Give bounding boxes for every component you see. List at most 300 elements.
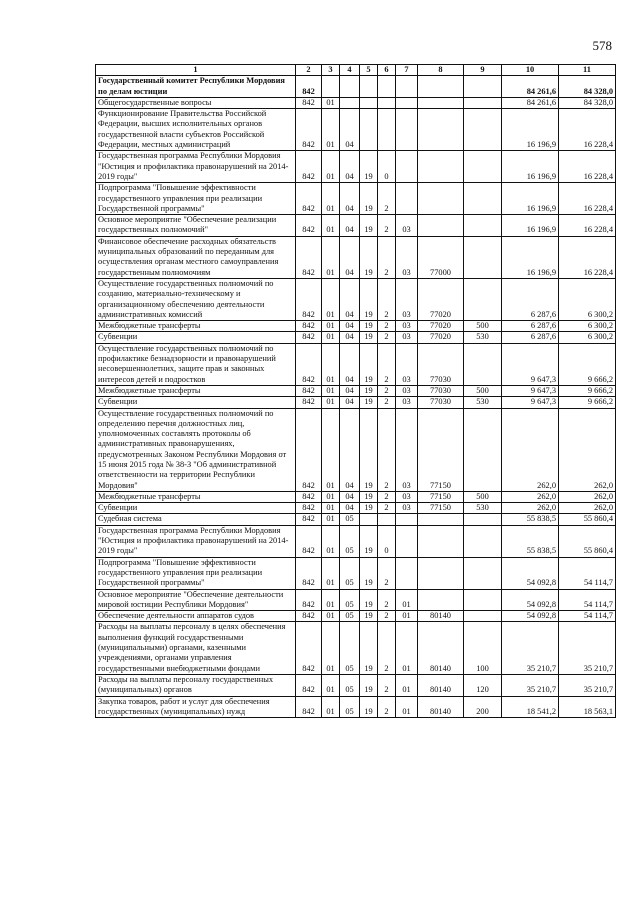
cell-direction: 77150 [418,408,464,491]
table-row [96,321,616,332]
cell-expense-type [464,557,502,589]
budget-table [95,64,616,718]
column-header: 8 [418,65,464,76]
cell-expense-type: 100 [464,622,502,674]
cell-subprogram: 2 [378,397,396,408]
cell-ministry: 842 [296,109,322,151]
cell-expense-type [464,343,502,385]
cell-subsection: 04 [340,408,360,491]
column-header: 3 [322,65,340,76]
cell-ministry: 842 [296,503,322,514]
header-row [96,65,616,76]
cell-amount-year-1: 55 838,5 [502,525,559,557]
cell-subsection: 04 [340,397,360,408]
row-description: Судебная система [96,514,296,525]
cell-activity: 01 [396,622,418,674]
cell-program [360,514,378,525]
cell-subprogram: 2 [378,408,396,491]
cell-section: 01 [322,589,340,611]
cell-amount-year-1: 16 196,9 [502,109,559,151]
cell-direction: 77000 [418,236,464,278]
cell-direction: 77020 [418,278,464,320]
cell-expense-type: 200 [464,696,502,718]
row-description: Государственная программа Республики Мордовия "Юстиция и профилактика правонарушений на 2014-2019 годы" [96,151,296,183]
row-description: Осуществление государственных полномочий по определению перечня должностных лиц, уполномоченных составлять протоколы об административных правонарушениях, предусмотренных Законом Республики Мордовия от 15 июня 2015 года № 38-З "Об административной ответственности на территории Республики Мордовия" [96,408,296,491]
cell-amount-year-1: 16 196,9 [502,183,559,215]
cell-ministry: 842 [296,151,322,183]
column-header: 7 [396,65,418,76]
cell-activity: 03 [396,321,418,332]
cell-activity: 01 [396,674,418,696]
cell-expense-type [464,97,502,108]
cell-expense-type: 530 [464,397,502,408]
cell-subprogram: 2 [378,589,396,611]
cell-subsection: 04 [340,503,360,514]
cell-amount-year-2: 16 228,4 [559,151,616,183]
cell-subprogram: 2 [378,385,396,396]
column-header: 6 [378,65,396,76]
cell-amount-year-1: 16 196,9 [502,151,559,183]
row-description: Общегосударственные вопросы [96,97,296,108]
table-row [96,278,616,320]
cell-activity: 01 [396,611,418,622]
cell-subsection: 05 [340,611,360,622]
cell-program: 19 [360,215,378,237]
cell-ministry: 842 [296,332,322,343]
cell-amount-year-1: 16 196,9 [502,236,559,278]
cell-subsection: 04 [340,278,360,320]
page-number: 578 [592,38,612,53]
cell-amount-year-2: 16 228,4 [559,215,616,237]
cell-subsection: 04 [340,236,360,278]
cell-amount-year-2: 9 666,2 [559,385,616,396]
cell-program: 19 [360,491,378,502]
cell-program: 19 [360,696,378,718]
row-description: Межбюджетные трансферты [96,321,296,332]
cell-subsection: 05 [340,514,360,525]
cell-amount-year-2: 18 563,1 [559,696,616,718]
cell-ministry: 842 [296,76,322,98]
cell-expense-type: 530 [464,503,502,514]
cell-program: 19 [360,674,378,696]
cell-ministry: 842 [296,611,322,622]
row-description: Расходы на выплаты персоналу государственных (муниципальных) органов [96,674,296,696]
cell-program: 19 [360,589,378,611]
cell-direction: 80140 [418,696,464,718]
cell-subprogram: 0 [378,151,396,183]
table-row [96,385,616,396]
cell-amount-year-1: 6 287,6 [502,278,559,320]
cell-expense-type [464,589,502,611]
cell-section: 01 [322,491,340,502]
cell-activity: 03 [396,491,418,502]
table-row [96,183,616,215]
cell-section: 01 [322,343,340,385]
cell-amount-year-1: 54 092,8 [502,557,559,589]
table-row [96,343,616,385]
table-row [96,236,616,278]
cell-amount-year-1: 35 210,7 [502,622,559,674]
column-header: 9 [464,65,502,76]
cell-amount-year-2: 16 228,4 [559,109,616,151]
cell-ministry: 842 [296,343,322,385]
cell-amount-year-1: 18 541,2 [502,696,559,718]
row-description: Основное мероприятие "Обеспечение реализации государственных полномочий" [96,215,296,237]
row-description: Финансовое обеспечение расходных обязательств муниципальных образований по переданным для осуществления органам местного самоуправления государственным полномочиям [96,236,296,278]
cell-activity [396,151,418,183]
cell-program: 19 [360,321,378,332]
cell-direction [418,215,464,237]
cell-activity [396,557,418,589]
cell-subsection: 04 [340,321,360,332]
cell-amount-year-2: 84 328,0 [559,76,616,98]
table-row [96,76,616,98]
cell-program: 19 [360,278,378,320]
cell-ministry: 842 [296,674,322,696]
cell-subsection: 05 [340,589,360,611]
cell-expense-type: 120 [464,674,502,696]
cell-ministry: 842 [296,525,322,557]
cell-activity: 01 [396,696,418,718]
cell-section: 01 [322,97,340,108]
column-header: 11 [559,65,616,76]
cell-activity: 03 [396,503,418,514]
cell-section: 01 [322,408,340,491]
cell-expense-type [464,76,502,98]
cell-subsection: 05 [340,525,360,557]
cell-expense-type: 500 [464,385,502,396]
cell-subsection: 05 [340,557,360,589]
cell-amount-year-2: 55 860,4 [559,525,616,557]
cell-subsection: 05 [340,622,360,674]
cell-amount-year-2: 16 228,4 [559,183,616,215]
cell-amount-year-1: 262,0 [502,503,559,514]
cell-subsection: 04 [340,215,360,237]
row-description: Межбюджетные трансферты [96,491,296,502]
cell-expense-type [464,236,502,278]
cell-expense-type [464,215,502,237]
cell-subsection: 04 [340,332,360,343]
cell-amount-year-2: 262,0 [559,408,616,491]
cell-amount-year-2: 54 114,7 [559,589,616,611]
row-description: Государственная программа Республики Мордовия "Юстиция и профилактика правонарушений на 2014-2019 годы" [96,525,296,557]
cell-subprogram [378,514,396,525]
cell-program [360,109,378,151]
cell-activity [396,109,418,151]
cell-ministry: 842 [296,557,322,589]
row-description: Основное мероприятие "Обеспечение деятельности мировой юстиции Республики Мордовия" [96,589,296,611]
cell-amount-year-1: 16 196,9 [502,215,559,237]
cell-amount-year-2: 35 210,7 [559,622,616,674]
cell-subprogram [378,109,396,151]
table-row [96,622,616,674]
cell-amount-year-2: 16 228,4 [559,236,616,278]
cell-subprogram: 2 [378,696,396,718]
cell-amount-year-2: 262,0 [559,491,616,502]
cell-amount-year-1: 6 287,6 [502,321,559,332]
row-description: Осуществление государственных полномочий по созданию, материально-техническому и организационному обеспечению деятельности административных комиссий [96,278,296,320]
cell-subsection: 05 [340,674,360,696]
cell-section: 01 [322,622,340,674]
cell-activity [396,525,418,557]
cell-amount-year-2: 84 328,0 [559,97,616,108]
row-description: Подпрограмма "Повышение эффективности государственного управления при реализации Государственной программы" [96,557,296,589]
row-description: Расходы на выплаты персоналу в целях обеспечения выполнения функций государственными (муниципальными) органами, казенными учреждениями, органами управления государственными внебюджетными фондами [96,622,296,674]
cell-subprogram: 2 [378,183,396,215]
cell-ministry: 842 [296,183,322,215]
cell-subprogram: 2 [378,674,396,696]
cell-subprogram: 2 [378,236,396,278]
cell-program: 19 [360,343,378,385]
cell-program: 19 [360,385,378,396]
row-description: Субвенции [96,503,296,514]
cell-section: 01 [322,557,340,589]
cell-program: 19 [360,525,378,557]
table-row [96,696,616,718]
cell-subsection: 04 [340,385,360,396]
cell-direction: 77030 [418,397,464,408]
table-row [96,514,616,525]
cell-direction [418,97,464,108]
cell-amount-year-2: 262,0 [559,503,616,514]
cell-section: 01 [322,236,340,278]
cell-program: 19 [360,557,378,589]
cell-amount-year-2: 6 300,2 [559,332,616,343]
row-description: Функционирование Правительства Российской Федерации, высших исполнительных органов государственной власти субъектов Российской Федерации, местных администраций [96,109,296,151]
cell-activity [396,76,418,98]
table-row [96,491,616,502]
cell-subprogram: 0 [378,525,396,557]
cell-section: 01 [322,674,340,696]
cell-amount-year-1: 54 092,8 [502,589,559,611]
cell-expense-type [464,109,502,151]
row-description: Субвенции [96,332,296,343]
cell-direction [418,514,464,525]
cell-expense-type [464,514,502,525]
cell-subprogram: 2 [378,491,396,502]
cell-subsection: 04 [340,491,360,502]
table-row [96,589,616,611]
table-row [96,332,616,343]
cell-section [322,76,340,98]
cell-direction [418,557,464,589]
column-header: 4 [340,65,360,76]
cell-direction: 80140 [418,674,464,696]
cell-amount-year-2: 6 300,2 [559,321,616,332]
cell-ministry: 842 [296,397,322,408]
cell-subprogram: 2 [378,332,396,343]
cell-expense-type [464,408,502,491]
cell-section: 01 [322,514,340,525]
cell-direction: 77030 [418,343,464,385]
cell-direction: 77020 [418,332,464,343]
cell-subsection [340,97,360,108]
cell-amount-year-1: 6 287,6 [502,332,559,343]
table-row [96,557,616,589]
cell-activity: 03 [396,236,418,278]
cell-program: 19 [360,332,378,343]
cell-amount-year-2: 35 210,7 [559,674,616,696]
cell-amount-year-1: 262,0 [502,491,559,502]
cell-expense-type [464,183,502,215]
cell-direction [418,183,464,215]
cell-activity: 03 [396,397,418,408]
cell-subprogram: 2 [378,622,396,674]
table-row [96,674,616,696]
cell-section: 01 [322,385,340,396]
table-row [96,525,616,557]
cell-section: 01 [322,151,340,183]
cell-subprogram [378,97,396,108]
cell-section: 01 [322,183,340,215]
cell-expense-type: 500 [464,321,502,332]
cell-expense-type [464,611,502,622]
cell-direction: 77020 [418,321,464,332]
cell-amount-year-1: 54 092,8 [502,611,559,622]
cell-activity [396,183,418,215]
cell-amount-year-1: 9 647,3 [502,385,559,396]
cell-expense-type [464,151,502,183]
cell-program: 19 [360,183,378,215]
cell-ministry: 842 [296,696,322,718]
cell-program: 19 [360,151,378,183]
cell-direction [418,525,464,557]
cell-ministry: 842 [296,215,322,237]
cell-program: 19 [360,622,378,674]
cell-direction [418,76,464,98]
cell-amount-year-2: 6 300,2 [559,278,616,320]
row-description: Подпрограмма "Повышение эффективности государственного управления при реализации Государственной программы" [96,183,296,215]
cell-section: 01 [322,321,340,332]
cell-subsection: 04 [340,343,360,385]
cell-ministry: 842 [296,589,322,611]
row-description: Государственный комитет Республики Мордовия по делам юстиции [96,76,296,98]
cell-program [360,76,378,98]
cell-subsection [340,76,360,98]
cell-direction [418,151,464,183]
cell-direction: 80140 [418,611,464,622]
cell-section: 01 [322,332,340,343]
cell-program: 19 [360,408,378,491]
cell-ministry: 842 [296,408,322,491]
row-description: Обеспечение деятельности аппаратов судов [96,611,296,622]
cell-expense-type: 530 [464,332,502,343]
table-row [96,109,616,151]
cell-ministry: 842 [296,321,322,332]
cell-direction [418,109,464,151]
cell-direction: 77150 [418,491,464,502]
cell-section: 01 [322,696,340,718]
table-row [96,97,616,108]
table-row [96,397,616,408]
cell-amount-year-2: 54 114,7 [559,557,616,589]
cell-amount-year-1: 35 210,7 [502,674,559,696]
cell-subsection: 04 [340,183,360,215]
cell-amount-year-1: 84 261,6 [502,76,559,98]
column-header: 2 [296,65,322,76]
cell-subprogram: 2 [378,503,396,514]
row-description: Субвенции [96,397,296,408]
cell-program: 19 [360,503,378,514]
cell-amount-year-2: 54 114,7 [559,611,616,622]
cell-subprogram [378,76,396,98]
cell-amount-year-2: 9 666,2 [559,397,616,408]
cell-expense-type [464,525,502,557]
cell-section: 01 [322,611,340,622]
cell-subsection: 04 [340,151,360,183]
cell-program: 19 [360,611,378,622]
cell-direction: 77150 [418,503,464,514]
cell-ministry: 842 [296,236,322,278]
cell-subprogram: 2 [378,611,396,622]
cell-section: 01 [322,109,340,151]
cell-subsection: 05 [340,696,360,718]
cell-amount-year-1: 9 647,3 [502,343,559,385]
cell-activity: 03 [396,215,418,237]
cell-direction: 77030 [418,385,464,396]
cell-ministry: 842 [296,278,322,320]
column-header: 10 [502,65,559,76]
cell-subprogram: 2 [378,343,396,385]
cell-ministry: 842 [296,514,322,525]
column-header: 5 [360,65,378,76]
cell-section: 01 [322,215,340,237]
table-row [96,408,616,491]
table-row [96,503,616,514]
cell-activity: 01 [396,589,418,611]
cell-expense-type: 500 [464,491,502,502]
cell-amount-year-1: 262,0 [502,408,559,491]
column-header: 1 [96,65,296,76]
cell-subprogram: 2 [378,278,396,320]
cell-subprogram: 2 [378,557,396,589]
cell-direction [418,589,464,611]
cell-section: 01 [322,525,340,557]
cell-amount-year-1: 84 261,6 [502,97,559,108]
cell-expense-type [464,278,502,320]
cell-activity [396,514,418,525]
table-row [96,151,616,183]
table-row [96,611,616,622]
cell-ministry: 842 [296,491,322,502]
cell-program: 19 [360,397,378,408]
cell-amount-year-2: 55 860,4 [559,514,616,525]
cell-program [360,97,378,108]
cell-section: 01 [322,503,340,514]
cell-activity: 03 [396,343,418,385]
cell-subprogram: 2 [378,215,396,237]
cell-section: 01 [322,278,340,320]
cell-activity: 03 [396,332,418,343]
cell-subprogram: 2 [378,321,396,332]
cell-activity: 03 [396,385,418,396]
cell-activity: 03 [396,408,418,491]
table-body [96,76,616,718]
cell-activity [396,97,418,108]
cell-ministry: 842 [296,622,322,674]
cell-amount-year-2: 9 666,2 [559,343,616,385]
table-row [96,215,616,237]
cell-ministry: 842 [296,97,322,108]
cell-amount-year-1: 9 647,3 [502,397,559,408]
cell-ministry: 842 [296,385,322,396]
cell-direction: 80140 [418,622,464,674]
row-description: Межбюджетные трансферты [96,385,296,396]
cell-program: 19 [360,236,378,278]
cell-activity: 03 [396,278,418,320]
cell-subsection: 04 [340,109,360,151]
cell-amount-year-1: 55 838,5 [502,514,559,525]
